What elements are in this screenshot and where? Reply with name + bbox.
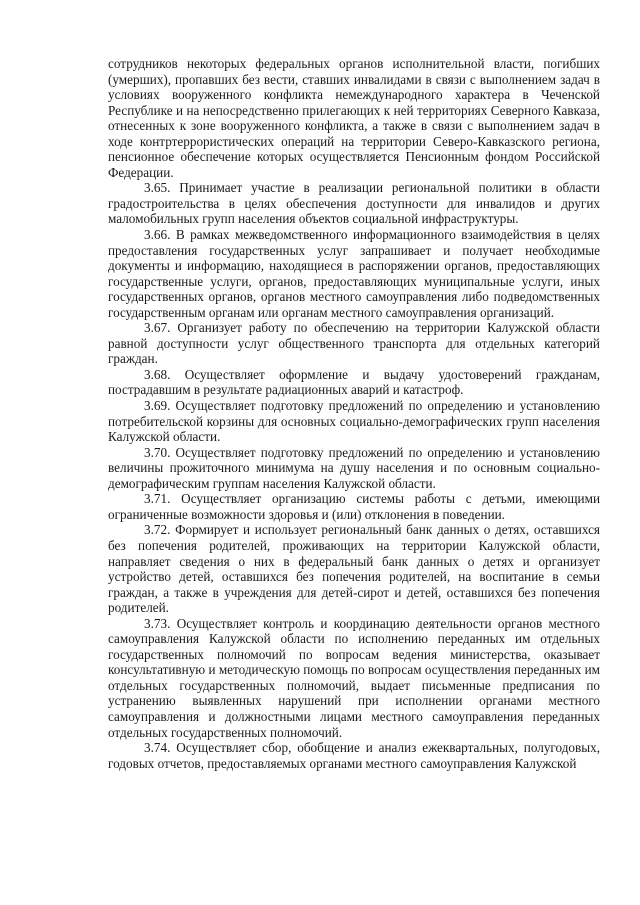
- paragraph-3-72: 3.72. Формирует и использует региональный банк данных о детях, оставшихся без попечения родителей, проживающих на территории Калужской области, направляет сведения о них в федеральный банк данных о детях и организует устройство детей, оставшихся без попечения родителей, на воспитание в семьи граждан, а также в учреждения для детей-сирот и детей, оставшихся без попечения родителей.: [108, 522, 600, 616]
- paragraph-3-71: 3.71. Осуществляет организацию системы работы с детьми, имеющими ограниченные возможности здоровья и (или) отклонения в поведении.: [108, 491, 600, 522]
- paragraph-3-74: 3.74. Осуществляет сбор, обобщение и анализ ежеквартальных, полугодовых, годовых отчетов, предоставляемых органами местного самоуправления Калужской: [108, 740, 600, 771]
- paragraph-3-68: 3.68. Осуществляет оформление и выдачу удостоверений гражданам, пострадавшим в результате радиационных аварий и катастроф.: [108, 366, 600, 398]
- paragraph-continuation: сотрудников некоторых федеральных органов исполнительной власти, погибших (умерших), пропавших без вести, ставших инвалидами в связи с выполнением задач в условиях вооруженного конфликта немеждународного характера в Чеченской Республике и на непосредственно прилегающих к ней территориях Северного Кавказа, отнесенных к зоне вооруженного конфликта, а также в связи с выполнением задач в ходе контртеррористических операций на территории Северо-Кавказского региона, пенсионное обеспечение которых осуществляется Пенсионным фондом Российской Федерации.: [108, 56, 600, 180]
- paragraph-3-70: 3.70. Осуществляет подготовку предложений по определению и установлению величины прожиточного минимума на душу населения и по основным социально-демографическим группам населения Калужской области.: [108, 444, 600, 491]
- document-body: [108, 56, 600, 771]
- paragraph-3-67: 3.67. Организует работу по обеспечению на территории Калужской области равной доступности услуг общественного транспорта для отдельных категорий граждан.: [108, 320, 600, 367]
- paragraph-3-73: 3.73. Осуществляет контроль и координацию деятельности органов местного самоуправления Калужской области по исполнению переданных им отдельных государственных полномочий по вопросам ведения министерства, оказывает консультативную и методическую помощь по вопросам осуществления переданных им отдельных государственных полномочий, выдает письменные предписания по устранению выявленных нарушений при исполнении органами местного самоуправления и должностными лицами местного самоуправления переданных отдельных государственных полномочий.: [108, 615, 600, 740]
- paragraph-3-69: 3.69. Осуществляет подготовку предложений по определению и установлению потребительской корзины для основных социально-демографических групп населения Калужской области.: [108, 398, 600, 445]
- paragraph-3-65: 3.65. Принимает участие в реализации региональной политики в области градостроительства в целях обеспечения доступности для инвалидов и других маломобильных групп населения объектов социальной инфраструктуры.: [108, 180, 600, 227]
- paragraph-3-66: 3.66. В рамках межведомственного информационного взаимодействия в целях предоставления государственных услуг запрашивает и получает необходимые документы и информацию, находящиеся в распоряжении органов, предоставляющих государственные услуги, органов, предоставляющих муниципальные услуги, иных государственных органов, органов местного самоуправления либо подведомственных государственным органам или органам местного самоуправления организаций.: [108, 227, 600, 320]
